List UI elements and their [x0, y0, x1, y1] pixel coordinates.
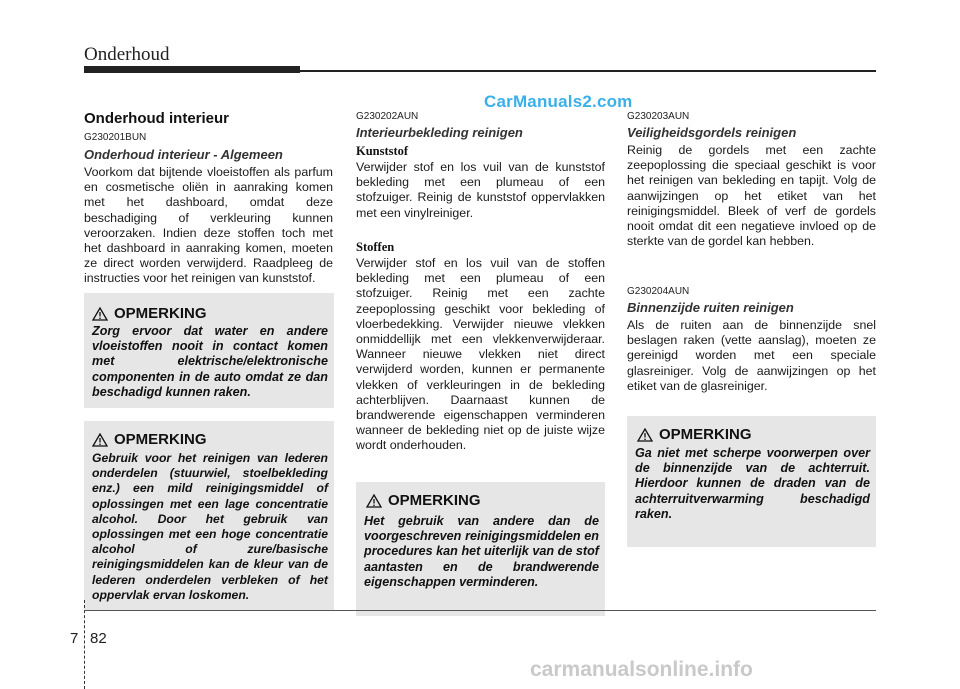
header-bar — [84, 66, 300, 73]
subheading-ruiten: Binnenzijde ruiten reinigen — [627, 300, 794, 315]
note-box-achterruit — [627, 416, 876, 547]
section-code: G230201BUN — [84, 132, 147, 143]
warning-triangle-icon — [92, 307, 108, 321]
warning-triangle-icon — [366, 494, 382, 508]
footer-rule — [84, 610, 876, 611]
watermark-top: CarManuals2.com — [484, 92, 633, 111]
paragraph-stoffen: Verwijder stof en los vuil van de stoffen bekleding met een plumeau of een stofzuiger. Reinig met een zachte zeepoplossing geschikt voor bekleding of vloerbedekking. Verwijder nieuwe vlekken onmiddellijk met een vlekkenverwijderaar. Wanneer nieuwe vlekken niet direct verwijderd worden, kunnen er permanente vlekken of verkleuringen in de bekleding achterblijven. Daarnaast kunnen de brandwerende eigenschappen verminderen wanneer de bekleding niet op de juiste wijze wordt onderhouden. — [356, 256, 605, 453]
heading-stoffen: Stoffen — [356, 240, 395, 254]
header-rule — [300, 70, 876, 72]
section-code: G230203AUN — [627, 111, 690, 122]
note-box-water — [84, 293, 334, 408]
warning-triangle-icon — [92, 433, 108, 447]
paragraph-ruiten: Als de ruiten aan de binnenzijde snel beslagen raken (vette aanslag), moeten ze gereinigd worden met een speciale glasreiniger. Volg de aanwijzingen op het etiket van de glasreiniger. — [627, 318, 876, 393]
watermark-bottom: carmanualsonline.info — [530, 658, 753, 681]
page-number: 82 — [90, 630, 107, 647]
chapter-number: 7 — [70, 630, 79, 647]
note-title: OPMERKING — [92, 305, 207, 322]
note-box-leather — [84, 421, 334, 611]
warning-triangle-icon — [637, 428, 653, 442]
note-title: OPMERKING — [637, 426, 752, 443]
paragraph-gordels: Reinig de gordels met een zachte zeepoplossing die speciaal geschikt is voor het reinigen van bekleding en tapijt. Volg de aanwijzingen op het etiket van het reinigingsmiddel. Bleek of verf de gordels nooit omdat dit een negatieve invloed op de sterkte van de gordel kan hebben. — [627, 143, 876, 249]
note-text-stoffen: Het gebruik van andere dan de voorgeschreven reinigingsmiddelen en procedures kan het uiterlijk van de stof aantasten en de brandwerende eigenschappen verminderen. — [364, 514, 599, 589]
heading-kunststof: Kunststof — [356, 144, 409, 158]
paragraph-algemeen: Voorkom dat bijtende vloeistoffen als parfum en cosmetische oliën in aanraking komen met het dashboard, omdat deze beschadiging of verkleuring kunnen veroorzaken. Indien deze stoffen toch met het dashboard in aanraking komen, moeten ze direct worden verwijderd. Raadpleeg de instructies voor het reinigen van kunststof. — [84, 165, 333, 286]
subheading-gordels: Veiligheidsgordels reinigen — [627, 125, 797, 140]
subheading-algemeen: Onderhoud interieur - Algemeen — [84, 147, 283, 162]
footer-vertical-rule — [84, 600, 86, 689]
note-text-leather: Gebruik voor het reinigen van lederen onderdelen (stuurwiel, stoelbekleding enz.) een mild reinigingsmiddel of oplossingen met een lage concentratie alcohol. Door het gebruik van oplossingen met een hoge concentratie alcohol of zure/basische reinigingsmiddelen kan de kleur van de lederen onderdelen verbleken of het oppervlak ervan loskomen. — [92, 451, 328, 602]
section-heading: Onderhoud interieur — [84, 110, 230, 127]
note-title: OPMERKING — [92, 431, 207, 448]
note-title: OPMERKING — [366, 492, 481, 509]
page-header-title: Onderhoud — [84, 44, 170, 65]
paragraph-kunststof: Verwijder stof en los vuil van de kunststof bekleding met een plumeau of een stofzuiger. Reinig de kunststof oppervlakken met een vinylreiniger. — [356, 160, 605, 220]
note-text-achterruit: Ga niet met scherpe voorwerpen over de binnenzijde van de achterruit. Hierdoor kunnen de draden van de achterruitverwarming beschadigd raken. — [635, 446, 870, 521]
note-box-stoffen — [356, 482, 605, 616]
section-code: G230202AUN — [356, 111, 419, 122]
note-text-water: Zorg ervoor dat water en andere vloeistoffen nooit in contact komen met elektrische/elektronische componenten in de auto omdat ze dan beschadigd kunnen raken. — [92, 324, 328, 399]
subheading-interieurbekleding: Interieurbekleding reinigen — [356, 125, 523, 140]
section-code: G230204AUN — [627, 286, 690, 297]
